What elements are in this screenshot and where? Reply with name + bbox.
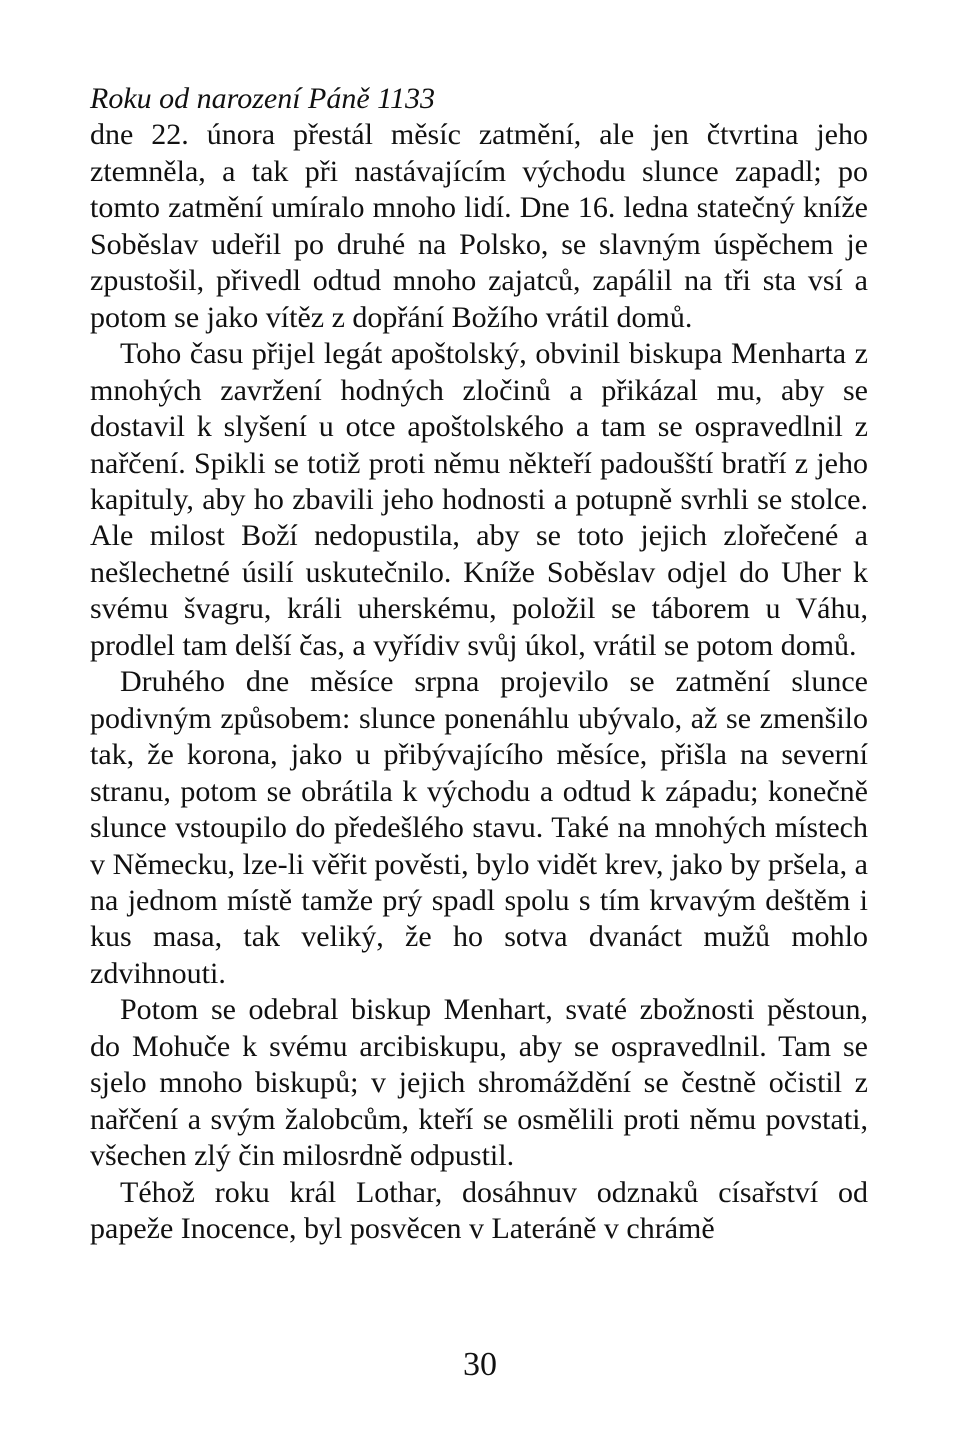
paragraph-5: Téhož roku král Lothar, dosáhnuv odznaků císařství od papeže Inocence, byl posvěcen v Lateráně v chrámě	[90, 1175, 868, 1246]
page-number: 30	[463, 1346, 497, 1383]
paragraph-4: Potom se odebral biskup Menhart, svaté zbožnosti pěstoun, do Mohuče k svému arcibiskupu, aby se ospravedlnil. Tam se sjelo mnoho biskupů; v jejich shromáždění se čestně očistil z nařčení a svým žalobcům, kteří se osmělili proti němu povstati, všechen zlý čin milosrdně odpustil.	[90, 993, 868, 1173]
text-body	[90, 81, 868, 1248]
paragraph-3: Druhého dne měsíce srpna projevilo se zatmění slunce podivným způsobem: slunce ponenáhlu ubývalo, až se zmenšilo tak, že korona, jako u přibývajícího měsíce, přišla na severní stranu, potom se obrátila k východu a odtud k západu; konečně slunce vstoupilo do předešlého stavu. Také na mnohých místech v Německu, lze-li věřit pověsti, bylo vidět krev, jako by pršela, a na jednom místě tamže prý spadl spolu s tím krvavým deštěm i kus masa, tak veliký, že ho sotva dvanáct mužů mohlo zdvihnouti.	[90, 665, 868, 990]
year-heading: Roku od narození Páně 1133	[90, 82, 435, 115]
paragraph-1: dne 22. února přestál měsíc zatmění, ale jen čtvrtina jeho ztemněla, a tak při nastávajícím východu slunce zapadl; po tomto zatmění umíralo mnoho lidí. Dne 16. ledna statečný kníže Soběslav udeřil po druhé na Polsko, se slavným úspěchem je zpustošil, přivedl odtud mnoho zajatců, zapálil na tři sta vsí a potom se jako vítěz z dopřání Božího vrátil domů.	[90, 118, 868, 334]
paragraph-2: Toho času přijel legát apoštolský, obvinil biskupa Menharta z mnohých zavržení hodných zločinů a přikázal mu, aby se dostavil k slyšení u otce apoštolského a tam se ospravedlnil z nařčení. Spikli se totiž proti němu někteří padoušští bratří z jeho kapituly, aby ho zbavili jeho hodnosti a potupně svrhli se stolce. Ale milost Boží nedopustila, aby se toto jejich zlořečené a nešlechetné úsilí uskutečnilo. Kníže Soběslav odjel do Uher k svému švagru, králi uherskému, položil se táborem u Váhu, prodlel tam delší čas, a vyřídiv svůj úkol, vrátil se potom domů.	[90, 337, 868, 662]
